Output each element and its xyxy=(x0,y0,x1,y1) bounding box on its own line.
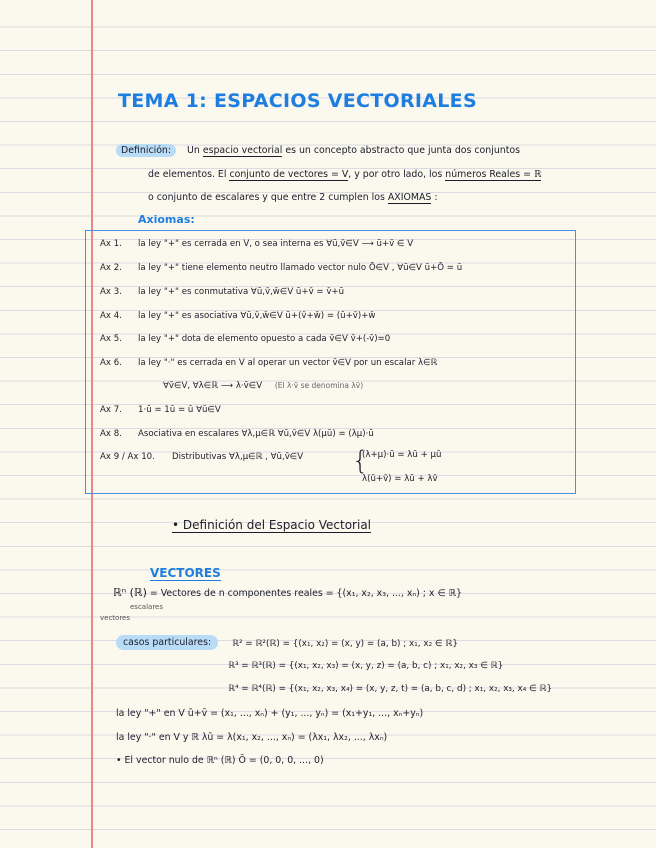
axiom-row xyxy=(100,452,303,462)
rn-text: = Vectores de n componentes reales = {(x₁, x₂, x₃, ..., xₙ) ; x ∈ ℝ} xyxy=(149,588,462,599)
definition-text: o conjunto de escalares y que entre 2 cumplen los xyxy=(148,192,385,203)
escalares-annotation: escalares xyxy=(130,603,164,611)
axiom-row xyxy=(100,311,375,321)
axiom-text: la ley "+" es cerrada en V, o sea interna es ∀ū,v̄∈V ⟶ ū+v̄ ∈ V xyxy=(138,239,414,249)
definition-text: : xyxy=(434,192,438,203)
axiom-text: Asociativa en escalares ∀λ,μ∈ℝ ∀ū,v̄∈V λ(μū) = (λμ)·ū xyxy=(138,429,374,439)
axiom-id: Ax 7. xyxy=(100,405,122,415)
term-conjunto-vectores: conjunto de vectores = V xyxy=(229,169,349,180)
vectores-annotation: vectores xyxy=(100,614,131,622)
term-axiomas: AXIOMAS xyxy=(387,192,432,203)
axiom-row xyxy=(100,334,390,344)
definition-text: es un concepto abstracto que junta dos conjuntos xyxy=(285,145,521,156)
definition-line-3 xyxy=(148,192,437,203)
page-title: TEMA 1: ESPACIOS VECTORIALES xyxy=(118,90,477,112)
axiom-row xyxy=(100,358,437,368)
brace-icon: { xyxy=(352,446,369,476)
vectores-heading-text: VECTORES xyxy=(150,566,221,580)
axiom-id: Ax 6. xyxy=(100,358,122,368)
axiom-text: la ley "·" es cerrada en V al operar un vector v̄∈V por un escalar λ∈ℝ xyxy=(138,358,438,368)
distributive-2: λ(ū+v̄) = λū + λv̄ xyxy=(362,474,438,484)
axiom-text: 1·ū = 1ū = ū ∀ū∈V xyxy=(138,405,221,415)
vectores-heading xyxy=(150,566,221,580)
axiom-row xyxy=(100,405,221,415)
definition-tag: Definición: xyxy=(116,144,176,157)
axiomas-label: Axiomas: xyxy=(138,213,195,226)
axiom-id: Ax 3. xyxy=(100,287,122,297)
ley-suma: la ley "+" en V ū+v̄ = (x₁, ..., xₙ) + (y₁, ..., yₙ) = (x₁+y₁, ..., xₙ+yₙ) xyxy=(116,708,424,719)
definition-text: , y por otro lado, los xyxy=(348,169,443,180)
definition-text: de elementos. El xyxy=(148,169,227,180)
axiom-id: Ax 8. xyxy=(100,429,122,439)
section-heading xyxy=(172,518,371,532)
rn-definition xyxy=(113,586,462,599)
definition-line-2 xyxy=(148,169,541,180)
axiom-row xyxy=(100,239,413,249)
casos-label: casos particulares: xyxy=(116,635,218,650)
rn-symbol: ℝⁿ (ℝ) xyxy=(113,586,147,599)
definition-line-1 xyxy=(116,145,520,156)
section-heading-text: • Definición del Espacio Vectorial xyxy=(172,518,372,532)
axiom-row xyxy=(100,287,344,297)
caso-r3: ℝ³ = ℝ³(ℝ) = {(x₁, x₂, x₃) = (x, y, z) = (a, b, c) ; x₁, x₂, x₃ ∈ ℝ} xyxy=(228,661,504,671)
caso-r4: ℝ⁴ = ℝ⁴(ℝ) = {(x₁, x₂, x₃, x₄) = (x, y, z, t) = (a, b, c, d) ; x₁, x₂, x₃, x₄ ∈ ℝ} xyxy=(228,684,553,694)
axiom-row xyxy=(100,429,374,439)
axiom-row xyxy=(100,263,462,273)
axiom-text: ∀v̄∈V, ∀λ∈ℝ ⟶ λ·v̄∈V xyxy=(163,381,263,391)
axiom-text: la ley "+" es asociativa ∀ū,v̄,w̄∈V ū+(v̄+w̄) = (ū+v̄)+w̄ xyxy=(138,311,376,321)
term-numeros-reales: números Reales = ℝ xyxy=(445,169,542,180)
vector-nulo: • El vector nulo de ℝⁿ (ℝ) Ō = (0, 0, 0, ..., 0) xyxy=(116,755,324,766)
axiom-text: la ley "+" es conmutativa ∀ū,v̄,w̄∈V ū+v̄ = v̄+ū xyxy=(138,287,345,297)
casos-label-wrap xyxy=(116,637,218,648)
ley-producto: la ley "·" en V y ℝ λū = λ(x₁, x₂, ..., xₙ) = (λx₁, λx₂, ..., λxₙ) xyxy=(116,732,388,743)
distributive-1: (λ+μ)·ū = λū + μū xyxy=(362,450,442,460)
axiom-id: Ax 1. xyxy=(100,239,122,249)
axiom-text: la ley "+" dota de elemento opuesto a cada v̄∈V v̄+(-v̄)=0 xyxy=(138,334,391,344)
axiom-6-continuation xyxy=(163,381,363,391)
axiom-id: Ax 2. xyxy=(100,263,122,273)
definition-text: Un xyxy=(187,145,200,156)
axiom-text: Distributivas ∀λ,μ∈ℝ , ∀ū,v̄∈V xyxy=(172,452,304,462)
term-espacio-vectorial: espacio vectorial xyxy=(202,145,283,156)
axiom-id: Ax 4. xyxy=(100,311,122,321)
caso-r2: ℝ² = ℝ²(ℝ) = {(x₁, x₂) = (x, y) = (a, b) ; x₁, x₂ ∈ ℝ} xyxy=(232,639,458,649)
axiom-text: la ley "+" tiene elemento neutro llamado vector nulo Ō∈V , ∀ū∈V ū+Ō = ū xyxy=(138,263,463,273)
axiom-note: (El λ·v̄ se denomina λv̄) xyxy=(274,381,364,390)
axiom-id: Ax 9 / Ax 10. xyxy=(100,452,155,462)
axiom-id: Ax 5. xyxy=(100,334,122,344)
